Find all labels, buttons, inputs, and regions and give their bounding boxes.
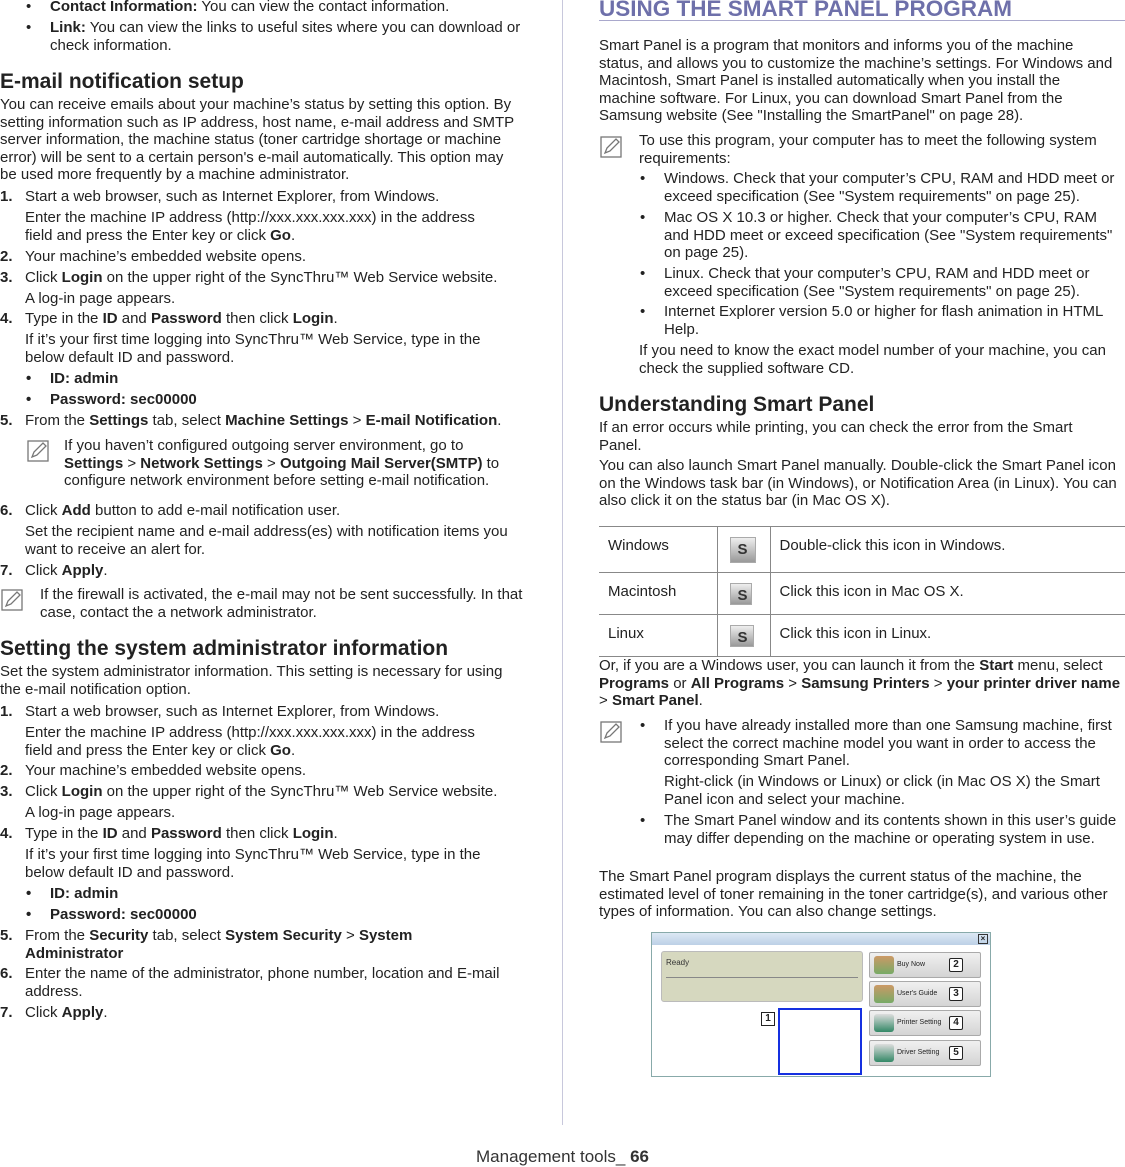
text-segment: . xyxy=(290,741,296,759)
note-pencil-icon xyxy=(27,440,49,462)
text-segment: to configure network environment before setting e-mail notification. xyxy=(64,454,500,489)
launch-paragraph: You can also launch Smart Panel manually. Double-click the Smart Panel icon on the Windows task bar (in Windows), or Notification Area (in Linux). You can also click it on the status bar (in Mac OS X). xyxy=(599,457,1117,509)
admin-step-3 xyxy=(25,783,525,801)
smart-panel-tray-icon xyxy=(730,583,752,605)
driver-gear-icon xyxy=(874,1044,894,1062)
step-number: 1. xyxy=(0,188,13,205)
email-intro: You can receive emails about your machine’s status by setting this option. By setting information such as IP address, host name, e-mail address and SMTP server information, the machine status (toner cartridge shortage or machine error) will be sent to a certain person's e-mail automatically. This option may be used more frequently by a machine administrator. xyxy=(0,96,514,183)
email-step-5 xyxy=(25,412,525,430)
email-step-2: Your machine’s embedded website opens. xyxy=(25,248,307,265)
email-step-4-detail: If it’s your first time logging into SyncThru™ Web Service, type in the below default ID and password. xyxy=(25,331,481,366)
text-segment: Click xyxy=(25,562,62,579)
admin-step-1: Start a web browser, such as Internet Explorer, from Windows. xyxy=(25,703,440,720)
text-segment: > xyxy=(348,412,366,429)
button-label: Driver Setting xyxy=(897,1049,940,1056)
text-segment: Click xyxy=(25,1004,62,1021)
column-divider xyxy=(562,0,563,1125)
step-number: 5. xyxy=(0,927,13,944)
text-segment: Samsung Printers xyxy=(801,674,930,692)
toner-level-area xyxy=(778,1008,862,1075)
email-note-smtp xyxy=(64,437,524,490)
text-segment: You can view the contact information. xyxy=(197,0,450,15)
step-number: 5. xyxy=(0,412,13,429)
email-step-6-detail: Set the recipient name and e-mail address(es) with notification items you want to receive an alert for. xyxy=(25,523,508,558)
button-label: Printer Setting xyxy=(897,1019,942,1026)
program-displays-paragraph: The Smart Panel program displays the current status of the machine, the estimated level of toner remaining in the toner cartridge(s), and various other types of information. You can also change settings. xyxy=(599,868,1108,920)
admin-step-1-detail xyxy=(25,724,505,759)
multiple-machines-note: • If you have already installed more than one Samsung machine, first select the correct machine model you want in order to access the corresponding Smart Panel. xyxy=(664,717,1124,770)
text-segment: Machine Settings xyxy=(225,412,349,429)
text-segment: Login xyxy=(61,269,103,286)
text-segment: . xyxy=(103,562,108,579)
printer-setting-button xyxy=(869,1010,981,1036)
text-segment: on the upper right of the SyncThru™ Web Service website. xyxy=(102,269,498,286)
os-description: Click this icon in Linux. xyxy=(770,615,1125,657)
text-segment: on the upper right of the SyncThru™ Web Service website. xyxy=(102,783,498,800)
email-step-7 xyxy=(25,562,525,580)
text-segment: > xyxy=(599,692,612,709)
text-segment: You can view the links to useful sites where you can download or check information. xyxy=(50,19,521,54)
text-segment: Programs xyxy=(599,674,670,692)
text-segment: Type in the xyxy=(25,310,103,327)
smart-panel-tray-icon xyxy=(730,625,754,647)
text-segment: System Administrator xyxy=(25,927,413,962)
text-segment: Contact Information: xyxy=(50,0,198,15)
text-segment: Click xyxy=(25,269,62,286)
step-number: 3. xyxy=(0,269,13,286)
text-segment: E-mail Notification xyxy=(365,412,498,429)
text-segment: Settings xyxy=(64,454,124,472)
text-segment: > xyxy=(784,674,802,692)
table-row xyxy=(599,615,1125,657)
heading-email-notification: E-mail notification setup xyxy=(0,70,244,93)
text-segment: Security xyxy=(89,927,149,944)
printer-gear-icon xyxy=(874,1014,894,1032)
text-segment: Start xyxy=(979,657,1014,674)
text-segment: . xyxy=(698,692,703,709)
email-step-3-detail: A log-in page appears. xyxy=(25,290,176,307)
os-description: Click this icon in Mac OS X. xyxy=(770,573,1125,615)
admin-intro: Set the system administrator information. This setting is necessary for using the e-mail notification option. xyxy=(0,663,503,698)
bullet-link xyxy=(50,19,525,54)
text-segment: If you haven’t configured outgoing server environment, go to xyxy=(64,437,464,454)
step-number: 6. xyxy=(0,965,13,982)
email-step-3 xyxy=(25,269,525,287)
heading-understanding-smart-panel: Understanding Smart Panel xyxy=(599,393,875,416)
requirement-windows: • Windows. Check that your computer’s CPU, RAM and HDD meet or exceed specification (See "System requirements" on page 25). xyxy=(664,170,1124,205)
step-number: 2. xyxy=(0,248,13,265)
admin-step-4-detail: If it’s your first time logging into SyncThru™ Web Service, type in the below default ID and password. xyxy=(25,846,481,881)
step-number: 6. xyxy=(0,502,13,519)
text-segment: Enter the machine IP address (http://xxx.xxx.xxx.xxx) in the address field and press the Enter key or click xyxy=(25,209,475,244)
note-pencil-icon xyxy=(600,136,622,158)
text-segment: All Programs xyxy=(690,674,785,692)
text-segment: ID xyxy=(102,310,118,327)
step-number: 1. xyxy=(0,703,13,720)
default-id: • ID: admin xyxy=(50,370,118,388)
book-icon xyxy=(874,985,894,1003)
step-number: 4. xyxy=(0,825,13,842)
os-description: Double-click this icon in Windows. xyxy=(770,527,1125,573)
requirements-note: To use this program, your computer has to meet the following system requirements: xyxy=(639,132,1097,167)
text-segment: Go xyxy=(270,741,291,759)
callout-3: 3 xyxy=(949,987,963,1001)
section-title: USING THE SMART PANEL PROGRAM xyxy=(599,0,1125,21)
text-segment: > xyxy=(262,454,280,472)
buy-now-button xyxy=(869,952,981,978)
text-segment: Password xyxy=(150,310,222,327)
step-number: 7. xyxy=(0,1004,13,1021)
close-icon: × xyxy=(978,934,988,944)
note-pencil-icon xyxy=(1,589,23,611)
status-box xyxy=(661,951,863,1002)
text-segment: Apply xyxy=(61,1004,104,1021)
callout-2: 2 xyxy=(949,958,963,972)
heading-admin-info: Setting the system administrator information xyxy=(0,637,449,660)
status-text: Ready xyxy=(666,958,690,967)
text-segment: > xyxy=(123,454,141,472)
text-segment: Click xyxy=(25,783,62,800)
text-segment: Type in the xyxy=(25,825,103,842)
text-segment: . xyxy=(333,310,338,327)
text-segment: From the xyxy=(25,927,90,944)
table-row xyxy=(599,573,1125,615)
email-step-6 xyxy=(25,502,525,520)
admin-step-6: Enter the name of the administrator, phone number, location and E-mail address. xyxy=(25,965,500,1000)
admin-step-5 xyxy=(25,927,465,962)
text-segment: Login xyxy=(292,310,334,327)
model-number-note: If you need to know the exact model number of your machine, you can check the supplied software CD. xyxy=(639,342,1106,377)
callout-4: 4 xyxy=(949,1016,963,1030)
driver-setting-button xyxy=(869,1040,981,1066)
text-segment: and xyxy=(117,310,151,327)
text-segment: . xyxy=(333,825,338,842)
admin-step-4 xyxy=(25,825,525,843)
text-segment: Login xyxy=(292,825,334,842)
users-guide-button xyxy=(869,981,981,1007)
text-segment: menu, select xyxy=(1013,657,1103,674)
step-number: 2. xyxy=(0,762,13,779)
text-segment: then click xyxy=(221,310,293,327)
os-name: Windows xyxy=(599,527,717,573)
text-segment: Add xyxy=(61,502,91,519)
note-pencil-icon xyxy=(600,721,622,743)
error-paragraph: If an error occurs while printing, you can check the error from the Smart Panel. xyxy=(599,419,1073,454)
default-password: • Password: sec00000 xyxy=(50,906,197,924)
text-segment: ID xyxy=(102,825,118,842)
default-id: • ID: admin xyxy=(50,885,118,903)
select-machine-note: Right-click (in Windows or Linux) or click (in Mac OS X) the Smart Panel icon and select your machine. xyxy=(664,773,1100,808)
smart-panel-screenshot xyxy=(651,932,991,1077)
text-segment: Or, if you are a Windows user, you can launch it from the xyxy=(599,657,980,674)
page-footer xyxy=(0,1147,1125,1167)
default-password: • Password: sec00000 xyxy=(50,391,197,409)
footer-text: Management tools_ xyxy=(476,1147,631,1166)
admin-step-3-detail: A log-in page appears. xyxy=(25,804,176,821)
text-segment: button to add e-mail notification user. xyxy=(90,502,341,519)
text-segment: or xyxy=(669,674,691,692)
table-row xyxy=(599,527,1125,573)
text-segment: Network Settings xyxy=(140,454,263,472)
cart-icon xyxy=(874,956,894,974)
text-segment: tab, select xyxy=(148,412,226,429)
text-segment: Password xyxy=(150,825,222,842)
text-segment: Login xyxy=(61,783,103,800)
text-segment: tab, select xyxy=(148,927,226,944)
launch-icon-table xyxy=(599,526,1125,657)
os-name: Linux xyxy=(599,615,717,657)
text-segment: System Security xyxy=(225,927,342,944)
button-label: User's Guide xyxy=(897,990,938,997)
callout-5: 5 xyxy=(949,1046,963,1060)
step-number: 3. xyxy=(0,783,13,800)
requirement-ie: • Internet Explorer version 5.0 or higher for flash animation in HTML Help. xyxy=(664,303,1124,338)
text-segment: and xyxy=(117,825,151,842)
step-number: 4. xyxy=(0,310,13,327)
smart-panel-tray-icon xyxy=(730,537,756,563)
page-number: 66 xyxy=(630,1147,649,1166)
text-segment: . xyxy=(103,1004,108,1021)
email-step-1: Start a web browser, such as Internet Explorer, from Windows. xyxy=(25,188,440,205)
text-segment: Click xyxy=(25,502,62,519)
text-segment: Settings xyxy=(89,412,149,429)
os-name: Macintosh xyxy=(599,573,717,615)
text-segment: . xyxy=(497,412,502,429)
admin-step-2: Your machine’s embedded website opens. xyxy=(25,762,307,779)
text-segment: your printer driver name xyxy=(946,674,1121,692)
text-segment: Link: xyxy=(50,19,86,36)
requirement-linux: • Linux. Check that your computer’s CPU, RAM and HDD meet or exceed specification (See "System requirements" on page 25). xyxy=(664,265,1114,300)
bullet-contact-information xyxy=(50,0,525,16)
text-segment: > xyxy=(341,927,359,944)
text-segment: From the xyxy=(25,412,90,429)
window-differs-note: • The Smart Panel window and its contents shown in this user’s guide may differ depending on the machine or operating system in use. xyxy=(664,812,1124,847)
text-segment: then click xyxy=(221,825,293,842)
window-titlebar xyxy=(652,933,990,945)
email-step-4 xyxy=(25,310,525,328)
start-menu-paragraph xyxy=(599,657,1124,710)
button-label: Buy Now xyxy=(897,961,926,968)
requirement-mac: • Mac OS X 10.3 or higher. Check that your computer’s CPU, RAM and HDD meet or exceed specification (See "System requirements" on page 25). xyxy=(664,209,1124,262)
text-segment: Outgoing Mail Server(SMTP) xyxy=(279,454,483,472)
smart-panel-intro: Smart Panel is a program that monitors and informs you of the machine status, and allows you to customize the machine’s settings. For Windows and Macintosh, Smart Panel is installed automatically when you install the machine software. For Linux, you can download Smart Panel from the Samsung website (See "Installing the SmartPanel" on page 28). xyxy=(599,37,1113,124)
text-segment: Enter the machine IP address (http://xxx.xxx.xxx.xxx) in the address field and press the Enter key or click xyxy=(25,724,475,759)
text-segment: > xyxy=(929,674,947,692)
text-segment: Apply xyxy=(61,562,104,579)
text-segment: Smart Panel xyxy=(611,692,699,709)
admin-step-7 xyxy=(25,1004,525,1022)
email-note-firewall: If the firewall is activated, the e-mail may not be sent successfully. In that case, contact the a network administrator. xyxy=(40,586,523,621)
text-segment: Go xyxy=(270,226,291,244)
step-number: 7. xyxy=(0,562,13,579)
email-step-1-detail xyxy=(25,209,505,244)
text-segment: . xyxy=(290,226,296,244)
callout-1: 1 xyxy=(761,1012,775,1026)
